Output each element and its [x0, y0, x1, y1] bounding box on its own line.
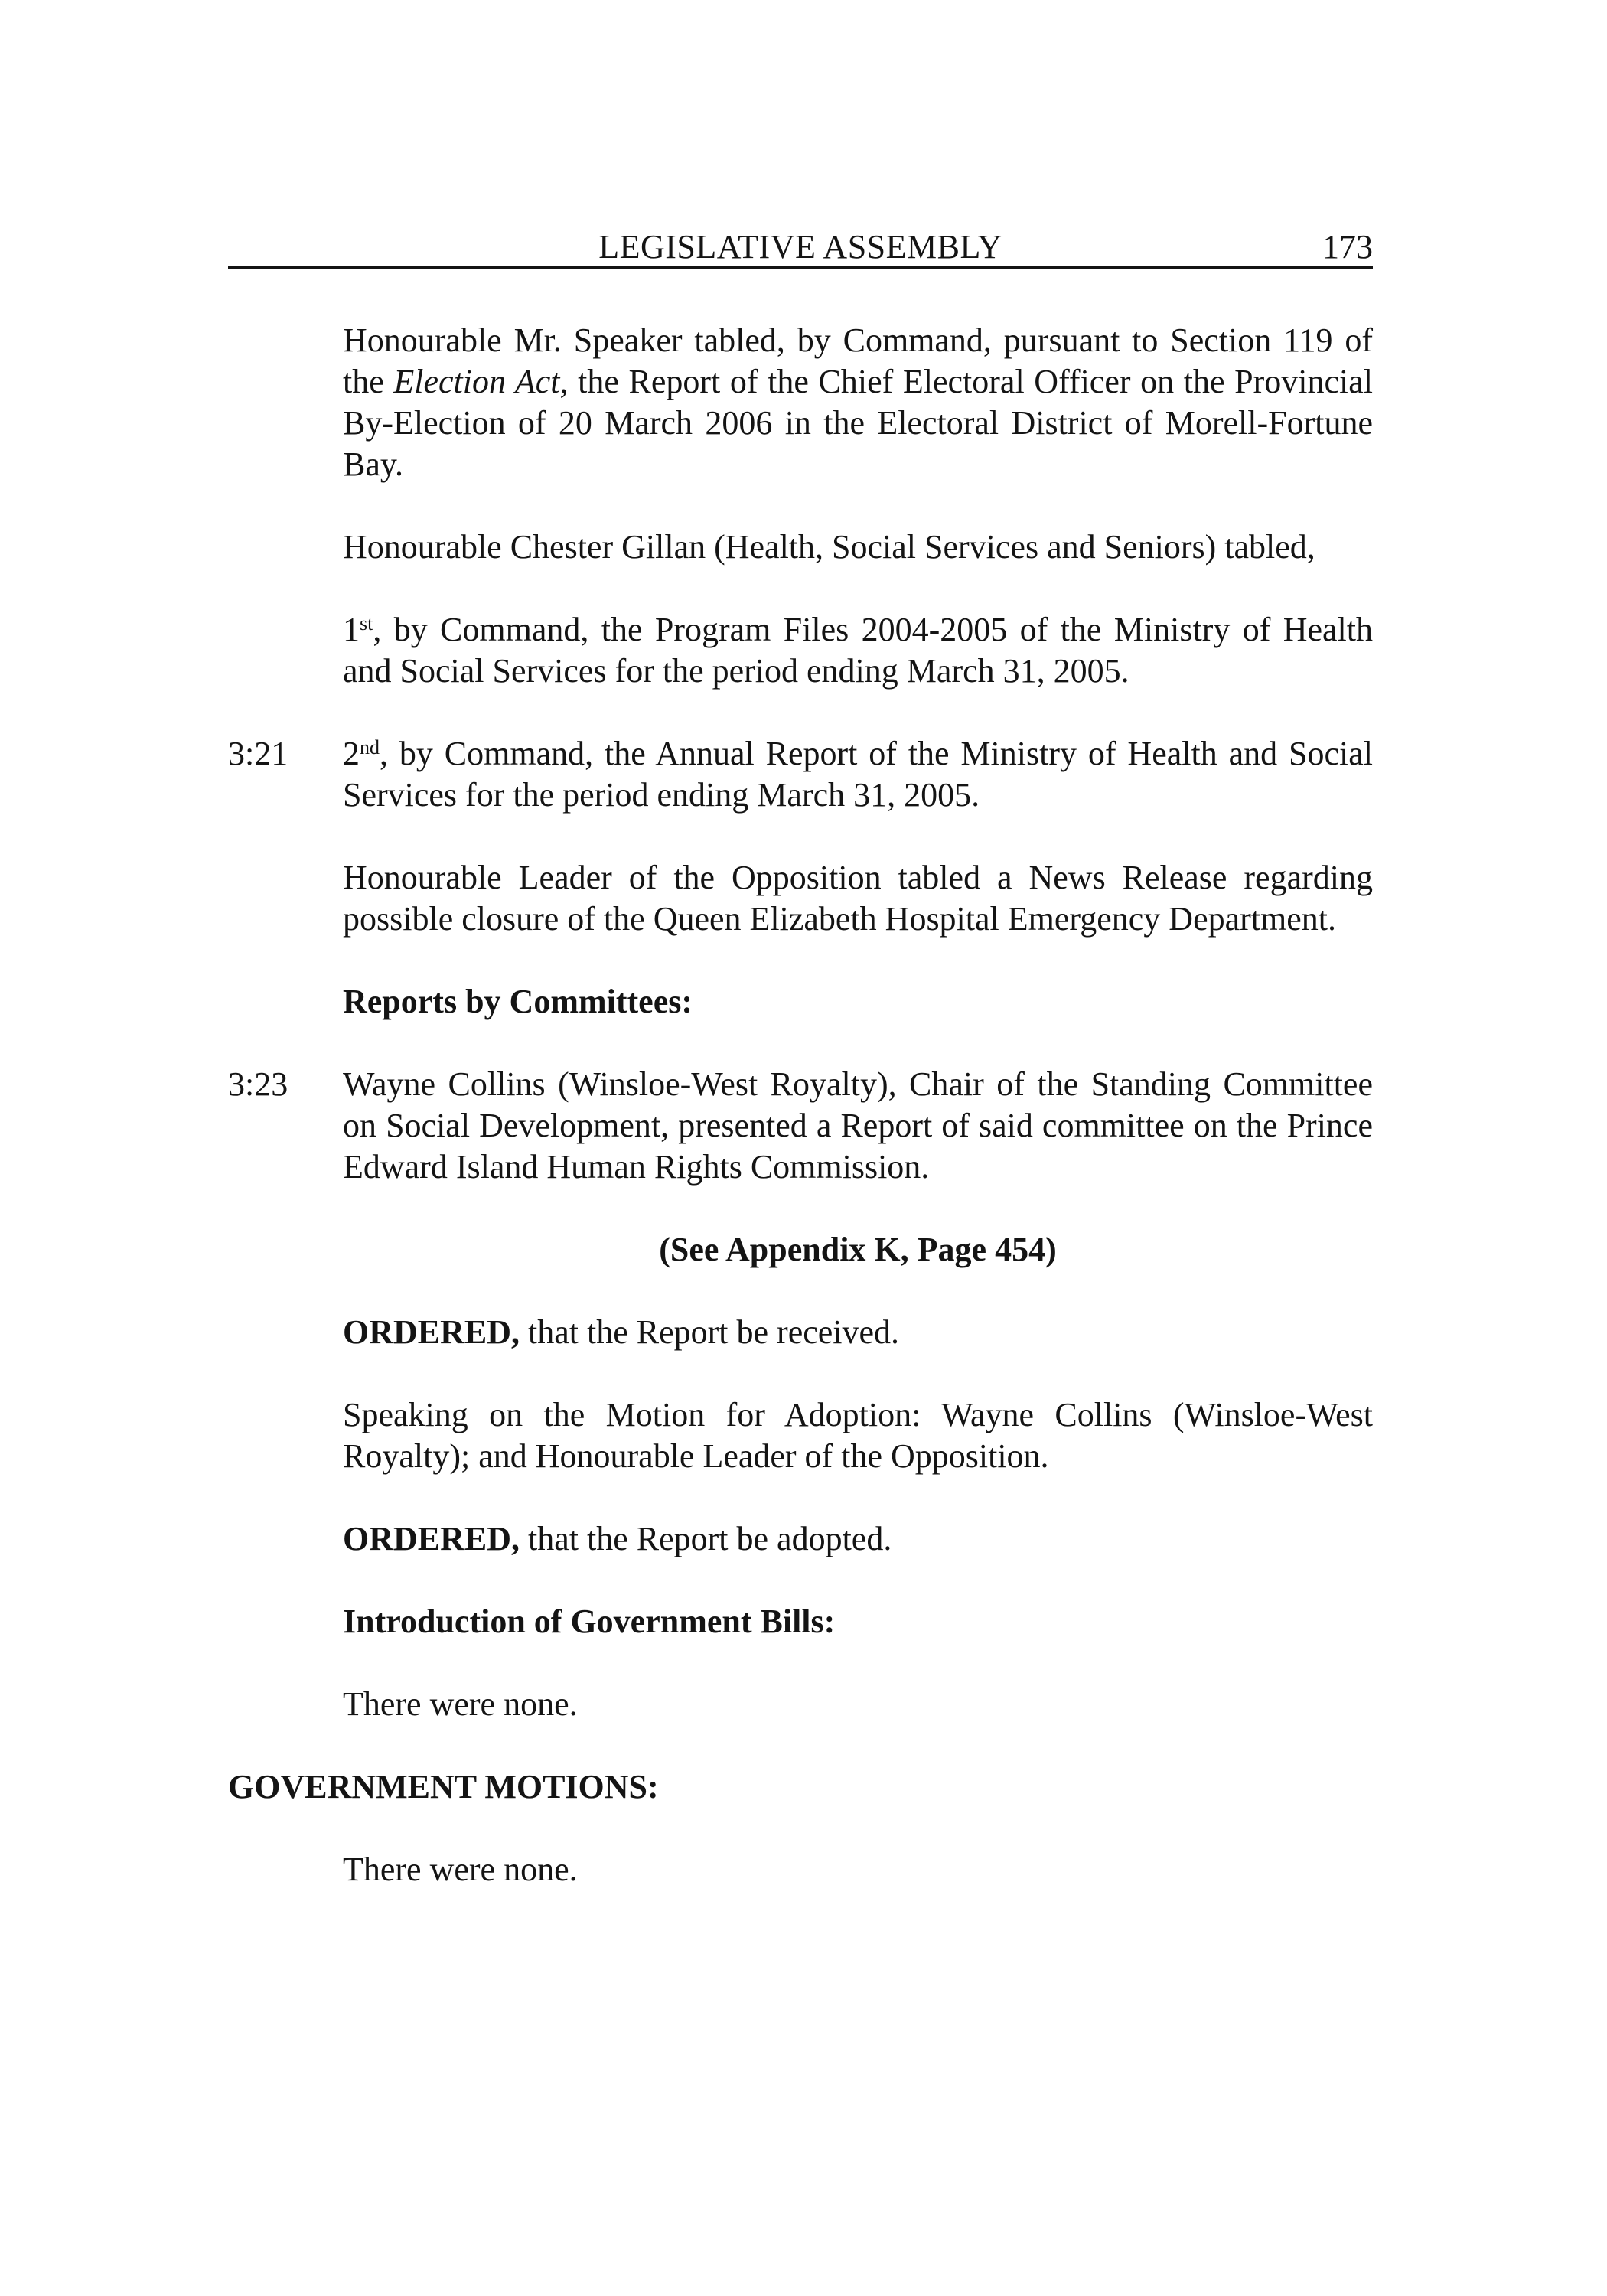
header-rule — [228, 266, 1373, 269]
opposition-tabled-paragraph: Honourable Leader of the Opposition tabled a News Release regarding possible closure of the Queen Elizabeth Hospital Emergency Department. — [343, 859, 1373, 938]
timestamp: 3:21 — [228, 735, 288, 772]
speaking-on-motion-paragraph: Speaking on the Motion for Adoption: Wayne Collins (Winsloe-West Royalty); and Honourable Leader of the Opposition. — [343, 1396, 1373, 1475]
speaker-tabled-paragraph: Honourable Mr. Speaker tabled, by Command, pursuant to Section 119 of the Election Act, the Report of the Chief Electoral Officer on the Provincial By-Election of 20 March 2006 in the Electoral District of Morell-Fortune Bay. — [343, 321, 1373, 483]
no-motions-text: There were none. — [343, 1851, 578, 1888]
section-heading-motions: GOVERNMENT MOTIONS: — [228, 1768, 659, 1805]
appendix-reference: (See Appendix K, Page 454) — [659, 1231, 1057, 1268]
timestamp: 3:23 — [228, 1065, 288, 1103]
tabled-item-1: 1st, by Command, the Program Files 2004-2005 of the Ministry of Health and Social Services for the period ending March 31, 2005. — [343, 611, 1373, 690]
running-header — [228, 227, 1373, 268]
act-name: Election Act — [393, 363, 560, 400]
tabled-item-2: 2nd, by Command, the Annual Report of the Ministry of Health and Social Services for the period ending March 31, 2005. — [343, 735, 1373, 814]
section-heading-reports: Reports by Committees: — [343, 983, 693, 1020]
ordered-adopted: ORDERED, that the Report be adopted. — [343, 1520, 892, 1557]
ordered-received: ORDERED, that the Report be received. — [343, 1313, 900, 1351]
gillan-tabled-paragraph: Honourable Chester Gillan (Health, Social Services and Seniors) tabled, — [343, 528, 1315, 566]
committee-report-paragraph: Wayne Collins (Winsloe-West Royalty), Chair of the Standing Committee on Social Development, presented a Report of said committee on the Prince Edward Island Human Rights Commission. — [343, 1065, 1373, 1186]
running-header-title: LEGISLATIVE ASSEMBLY — [598, 228, 1002, 266]
page-number: 173 — [1322, 228, 1373, 266]
section-heading-bills: Introduction of Government Bills: — [343, 1603, 836, 1640]
no-bills-text: There were none. — [343, 1685, 578, 1723]
